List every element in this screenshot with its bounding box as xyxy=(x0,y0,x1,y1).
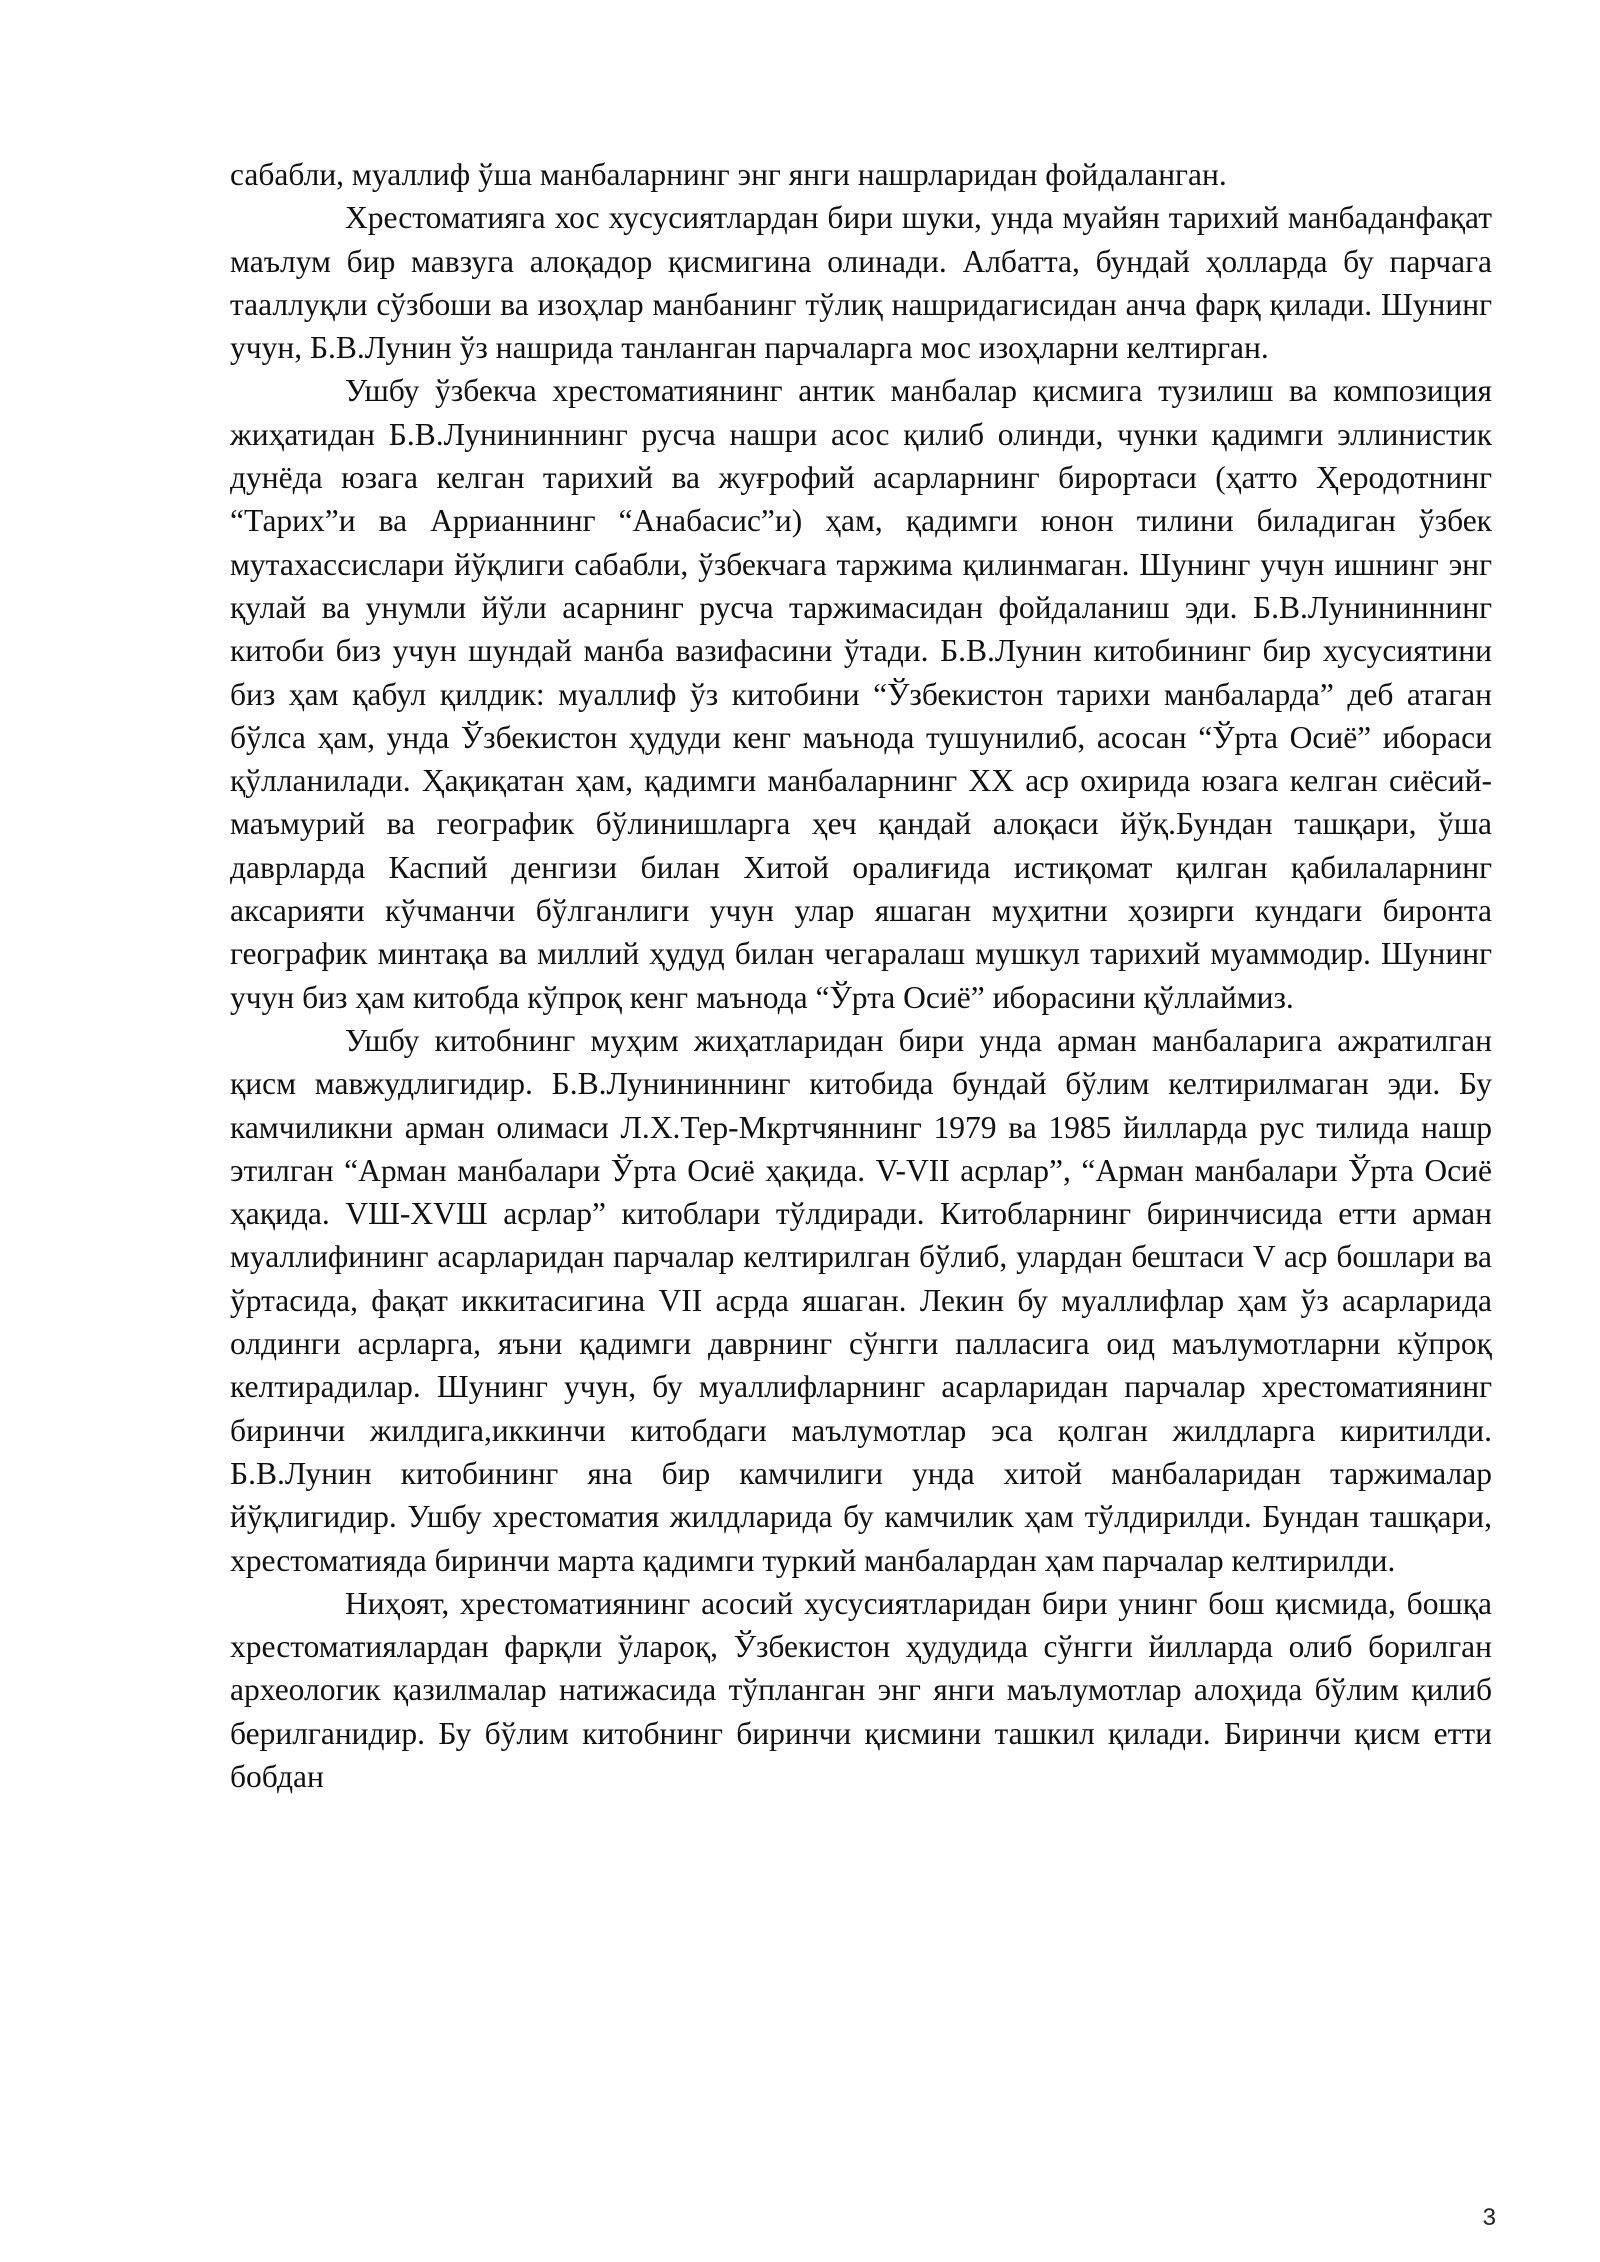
page-number: 3 xyxy=(1482,2204,1496,2231)
body-text xyxy=(230,153,1492,1798)
paragraph-continuation: сабабли, муаллиф ўша манбаларнинг энг янги нашрларидан фойдаланган. xyxy=(230,157,1227,192)
paragraph: Ушбу ўзбекча хрестоматиянинг антик манбалар қисмига тузилиш ва композиция жиҳатидан Б.В.Лунининнинг русча нашри асос қилиб олинди, чунки қадимги эллинистик дунёда юзага келган тарихий ва жуғрофий асарларнинг бирортаси (ҳатто Ҳеродотнинг “Тарих”и ва Аррианнинг “Анабасис”и) ҳам, қадимги юнон тилини биладиган ўзбек мутахассислари йўқлиги сабабли, ўзбекчага таржима қилинмаган. Шунинг учун ишнинг энг қулай ва унумли йўли асарнинг русча таржимасидан фойдаланиш эди. Б.В.Лунининнинг китоби биз учун шундай манба вазифасини ўтади. Б.В.Лунин китобининг бир хусусиятини биз ҳам қабул қилдик: муаллиф ўз китобини “Ўзбекистон тарихи манбаларда” деб атаган бўлса ҳам, унда Ўзбекистон ҳудуди кенг маънода тушунилиб, асосан “Ўрта Осиё” ибораси қўлланилади. Ҳақиқатан ҳам, қадимги манбаларнинг XX аср охирида юзага келган сиёсий-маъмурий ва географик бўлинишларга ҳеч қандай алоқаси йўқ.Бундан ташқари, ўша даврларда Каспий денгизи билан Хитой оралиғида истиқомат қилган қабилаларнинг аксарияти кўчманчи бўлганлиги учун улар яшаган муҳитни ҳозирги кундаги биронта географик минтақа ва миллий ҳудуд билан чегаралаш мушкул тарихий муаммодир. Шунинг учун биз ҳам китобда кўпроқ кенг маънода “Ўрта Осиё” иборасини қўллаймиз. xyxy=(230,373,1492,1015)
paragraph: Ушбу китобнинг муҳим жиҳатларидан бири унда арман манбаларига ажратилган қисм мавжудлигидир. Б.В.Лунининнинг китобида бундай бўлим келтирилмаган эди. Бу камчиликни арман олимаси Л.Х.Тер-Мкртчяннинг 1979 ва 1985 йилларда рус тилида нашр этилган “Арман манбалари Ўрта Осиё ҳақида. V-VII асрлар”, “Арман манбалари Ўрта Осиё ҳақида. VШ-XVШ асрлар” китоблари тўлдиради. Китобларнинг биринчисида етти арман муаллифининг асарларидан парчалар келтирилган бўлиб, улардан бештаси V аср бошлари ва ўртасида, фақат иккитасигина VII асрда яшаган. Лекин бу муаллифлар ҳам ўз асарларида олдинги асрларга, яъни қадимги даврнинг сўнгги палласига оид маълумотларни кўпроқ келтирадилар. Шунинг учун, бу муаллифларнинг асарларидан парчалар хрестоматиянинг биринчи жилдига,иккинчи китобдаги маълумотлар эса қолган жилдларга киритилди. Б.В.Лунин китобининг яна бир камчилиги унда хитой манбаларидан таржималар йўқлигидир. Ушбу хрестоматия жилдларида бу камчилик ҳам тўлдирилди. Бундан ташқари, хрестоматияда биринчи марта қадимги туркий манбалардан ҳам парчалар келтирилди. xyxy=(230,1022,1492,1578)
paragraph: Ниҳоят, хрестоматиянинг асосий хусусиятларидан бири унинг бош қисмида, бошқа хрестоматиялардан фарқли ўлароқ, Ўзбекистон ҳудудида сўнгги йилларда олиб борилган археологик қазилмалар натижасида тўпланган энг янги маълумотлар алоҳида бўлим қилиб берилганидир. Бу бўлим китобнинг биринчи қисмини ташкил қилади. Биринчи қисм етти бобдан xyxy=(230,1585,1492,1794)
paragraph: Хрестоматияга хос хусусиятлардан бири шуки, унда муайян тарихий манбаданфақат маълум бир мавзуга алоқадор қисмигина олинади. Албатта, бундай ҳолларда бу парчага тааллуқли сўзбоши ва изоҳлар манбанинг тўлиқ нашридагисидан анча фарқ қилади. Шунинг учун, Б.В.Лунин ўз нашрида танланган парчаларга мос изоҳларни келтирган. xyxy=(230,200,1492,366)
